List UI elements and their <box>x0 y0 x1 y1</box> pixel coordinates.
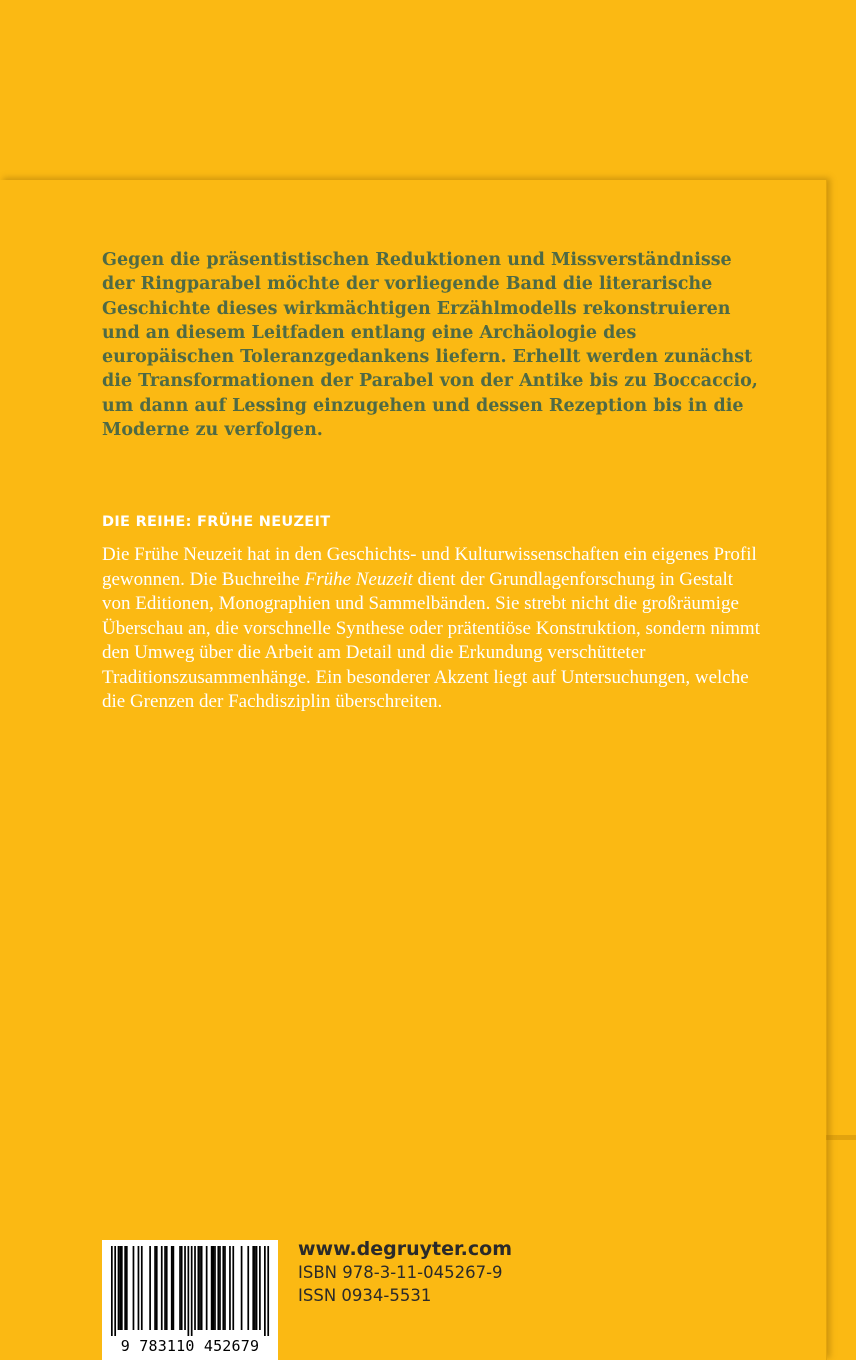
barcode-bar <box>161 1246 163 1330</box>
barcode-bar <box>164 1246 166 1330</box>
barcode-bar <box>254 1246 256 1330</box>
barcode-bar <box>173 1246 175 1330</box>
series-title-italic: Frühe Neuzeit <box>304 568 413 590</box>
barcode-bar <box>124 1246 126 1330</box>
isbn: ISBN 978-3-11-045267-9 <box>298 1263 503 1282</box>
barcode-bar <box>232 1246 234 1330</box>
issn: ISSN 0934-5531 <box>298 1286 432 1305</box>
series-text-after: dient der Grundlagenforschung in Gestalt von Editionen, Monographien und Sammelbänden. Sie strebt nicht die großräumige Überschau an, die vorschnelle Synthese oder prätentiöse Konstruktion, sondern nimmt den Umweg über die Arbeit am Detail und die Erkundung verschütteter Traditionszusammenhänge. Ein besonderer Akzent liegt auf Untersuchungen, welche die Grenzen der Fachdisziplin überschreiten. <box>102 568 760 712</box>
publisher-info <box>298 1237 512 1307</box>
barcode-bar <box>252 1246 254 1330</box>
barcode-bar <box>267 1246 269 1336</box>
barcode-bar <box>156 1246 158 1330</box>
barcode-bar <box>211 1246 213 1330</box>
barcode-bar <box>222 1246 224 1330</box>
series-description <box>102 543 762 715</box>
barcode-bar <box>154 1246 156 1330</box>
barcode-bar <box>118 1246 120 1330</box>
barcode-bar <box>229 1246 231 1330</box>
barcode-bar <box>201 1246 203 1330</box>
barcode-bar <box>171 1246 173 1330</box>
barcode-bar <box>206 1246 208 1330</box>
barcode-bar <box>179 1246 181 1330</box>
barcode-bar <box>166 1246 168 1330</box>
barcode-bar <box>184 1246 186 1330</box>
barcode-bar <box>214 1246 216 1330</box>
barcode-bar <box>199 1246 201 1330</box>
barcode-bar <box>138 1246 140 1330</box>
barcode-bar <box>141 1246 143 1330</box>
barcode-bar <box>126 1246 128 1330</box>
barcode-bar <box>219 1246 221 1330</box>
barcode <box>102 1240 278 1360</box>
panel-edge-shadow <box>826 1135 856 1140</box>
barcode-bar <box>181 1246 183 1330</box>
barcode-bar <box>241 1246 243 1330</box>
barcode-bar <box>111 1246 113 1336</box>
barcode-bar <box>194 1246 196 1330</box>
barcode-bar <box>191 1246 193 1336</box>
barcode-bar <box>149 1246 151 1330</box>
book-description: Gegen die präsentistischen Reduktionen und Missverständnisse der Ringparabel möchte der vorliegende Band die literarische Geschichte dieses wirkmächtigen Erzählmodells rekonstruieren und an diesem Leitfaden entlang eine Archäologie des europäischen Toleranzgedankens liefern. Erhellt werden zunächst die Transformationen der Parabel von der Antike bis zu Boccaccio, um dann auf Lessing einzugehen und dessen Rezeption bis in die Moderne zu verfolgen. <box>102 250 758 441</box>
publisher-url: www.degruyter.com <box>298 1238 512 1260</box>
barcode-bar <box>133 1246 135 1330</box>
barcode-bar <box>224 1246 226 1330</box>
barcode-number: 9 783110 452679 <box>120 1337 260 1355</box>
barcode-bar <box>259 1246 261 1330</box>
barcode-bar <box>188 1246 190 1336</box>
barcode-bar <box>197 1246 199 1330</box>
barcode-bars <box>106 1246 274 1336</box>
barcode-bar <box>121 1246 123 1330</box>
barcode-bar <box>114 1246 116 1336</box>
series-text-before: Die Frühe Neuzeit hat in den Geschichts- und Kulturwissenschaften ein eigenes Profil gewonnen. Die Buchreihe <box>102 544 757 590</box>
barcode-bar <box>119 1246 121 1330</box>
barcode-bar <box>264 1246 266 1336</box>
barcode-bar <box>256 1246 258 1330</box>
barcode-bar <box>217 1246 219 1330</box>
series-heading: DIE REIHE: FRÜHE NEUZEIT <box>102 514 331 530</box>
barcode-bar <box>212 1246 214 1330</box>
barcode-bar <box>247 1246 249 1330</box>
